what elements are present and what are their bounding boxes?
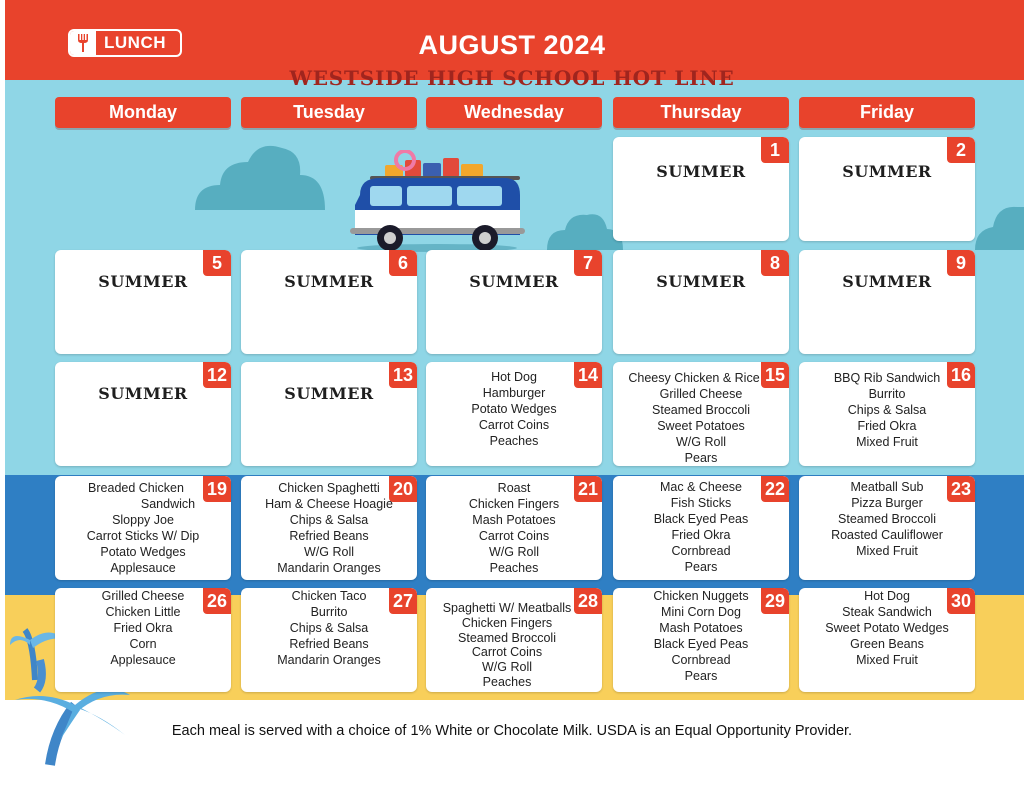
menu-item: Chicken Fingers bbox=[468, 497, 560, 511]
menu-item: Chips & Salsa bbox=[289, 621, 369, 635]
summer-label: SUMMER bbox=[656, 272, 746, 291]
menu-item: Chicken Fingers bbox=[461, 615, 553, 630]
menu-item: Ham & Cheese Hoagie bbox=[265, 497, 393, 511]
weekday-header-monday: Monday bbox=[55, 97, 231, 128]
menu-item: Grilled Cheese bbox=[101, 589, 185, 603]
menu-item: Fish Sticks bbox=[670, 496, 732, 510]
summer-label: SUMMER bbox=[469, 272, 559, 291]
menu-item: Burrito bbox=[310, 605, 348, 619]
menu-list bbox=[803, 370, 971, 450]
menu-item: Mixed Fruit bbox=[856, 435, 918, 449]
summer-label: SUMMER bbox=[98, 272, 188, 291]
menu-item: Potato Wedges bbox=[471, 402, 557, 416]
menu-item: Steamed Broccoli bbox=[838, 512, 936, 526]
summer-label: SUMMER bbox=[842, 272, 932, 291]
menu-item: Refried Beans bbox=[289, 529, 369, 543]
menu-item: Peaches bbox=[489, 561, 539, 575]
menu-item: Mandarin Oranges bbox=[277, 653, 381, 667]
menu-item: Burrito bbox=[868, 387, 906, 401]
menu-item: W/G Roll bbox=[304, 545, 354, 559]
day-number: 30 bbox=[947, 588, 975, 614]
day-number: 16 bbox=[947, 362, 975, 388]
day-number: 7 bbox=[574, 250, 602, 276]
day-cell-9 bbox=[799, 250, 975, 354]
day-number: 28 bbox=[574, 588, 602, 614]
menu-item: Steamed Broccoli bbox=[458, 630, 556, 645]
summer-label: SUMMER bbox=[656, 162, 746, 181]
menu-list bbox=[245, 480, 413, 576]
day-number: 21 bbox=[574, 476, 602, 502]
day-number: 13 bbox=[389, 362, 417, 388]
menu-item: Hamburger bbox=[482, 386, 546, 400]
menu-item: Chicken Spaghetti bbox=[278, 481, 380, 495]
cloud-icon bbox=[975, 195, 1024, 250]
menu-item: Hot Dog bbox=[864, 589, 910, 603]
day-number: 14 bbox=[574, 362, 602, 388]
menu-item: Pizza Burger bbox=[851, 496, 923, 510]
menu-item: Roasted Cauliflower bbox=[831, 528, 943, 542]
menu-item: Pears bbox=[684, 451, 718, 465]
menu-item: Chicken Little bbox=[105, 605, 181, 619]
menu-list bbox=[803, 479, 971, 559]
day-number: 19 bbox=[203, 476, 231, 502]
menu-item: Green Beans bbox=[850, 637, 924, 651]
day-cell-5 bbox=[55, 250, 231, 354]
menu-item: Sloppy Joe bbox=[112, 513, 174, 527]
menu-item: Chips & Salsa bbox=[289, 513, 369, 527]
menu-item: Cheesy Chicken & Rice bbox=[628, 371, 760, 385]
day-cell-23 bbox=[799, 476, 975, 580]
day-number: 8 bbox=[761, 250, 789, 276]
day-number: 5 bbox=[203, 250, 231, 276]
menu-item: Grilled Cheese bbox=[659, 387, 743, 401]
menu-item: W/G Roll bbox=[482, 660, 532, 675]
menu-item: BBQ Rib Sandwich bbox=[833, 371, 941, 385]
van-icon bbox=[345, 150, 530, 255]
menu-item: Applesauce bbox=[110, 561, 176, 575]
menu-item: Roast bbox=[497, 481, 531, 495]
menu-item: Fried Okra bbox=[671, 528, 731, 542]
day-number: 1 bbox=[761, 137, 789, 163]
logo-label: LUNCH bbox=[104, 33, 166, 52]
day-number: 9 bbox=[947, 250, 975, 276]
day-cell-29 bbox=[613, 588, 789, 692]
day-cell-13 bbox=[241, 362, 417, 466]
menu-item: Sweet Potatoes bbox=[657, 419, 745, 433]
day-number: 26 bbox=[203, 588, 231, 614]
menu-item: Carrot Coins bbox=[478, 529, 550, 543]
menu-item: Peaches bbox=[482, 674, 532, 689]
menu-list bbox=[430, 480, 598, 576]
day-number: 6 bbox=[389, 250, 417, 276]
menu-item: Applesauce bbox=[110, 653, 176, 667]
menu-item: Mini Corn Dog bbox=[661, 605, 741, 619]
menu-item: Steak Sandwich bbox=[842, 605, 932, 619]
day-cell-12 bbox=[55, 362, 231, 466]
day-number: 15 bbox=[761, 362, 789, 388]
menu-list bbox=[59, 588, 227, 668]
menu-item: Chicken Taco bbox=[291, 589, 367, 603]
day-cell-20 bbox=[241, 476, 417, 580]
menu-item: Carrot Coins bbox=[471, 645, 543, 660]
menu-list bbox=[617, 588, 785, 684]
day-cell-15 bbox=[613, 362, 789, 466]
menu-item: Carrot Sticks W/ Dip bbox=[86, 529, 200, 543]
menu-list bbox=[617, 479, 785, 575]
day-number: 20 bbox=[389, 476, 417, 502]
menu-list bbox=[430, 369, 598, 449]
menu-item: Pears bbox=[684, 669, 718, 683]
menu-item: Peaches bbox=[489, 434, 539, 448]
menu-item: Mixed Fruit bbox=[856, 653, 918, 667]
day-number: 27 bbox=[389, 588, 417, 614]
menu-list bbox=[430, 601, 598, 690]
day-cell-6 bbox=[241, 250, 417, 354]
day-number: 22 bbox=[761, 476, 789, 502]
weekday-header-friday: Friday bbox=[799, 97, 975, 128]
day-cell-22 bbox=[613, 476, 789, 580]
menu-item: W/G Roll bbox=[676, 435, 726, 449]
cloud-icon bbox=[190, 140, 330, 215]
footer-note: Each meal is served with a choice of 1% White or Chocolate Milk. USDA is an Equal Opportunity Provider. bbox=[171, 723, 853, 739]
menu-item: Pears bbox=[684, 560, 718, 574]
school-name: WESTSIDE HIGH SCHOOL HOT LINE bbox=[289, 66, 735, 90]
menu-item: Black Eyed Peas bbox=[653, 637, 749, 651]
menu-item: Fried Okra bbox=[857, 419, 917, 433]
menu-item: Meatball Sub bbox=[850, 480, 924, 494]
menu-list bbox=[245, 588, 413, 668]
menu-item: Sweet Potato Wedges bbox=[825, 621, 949, 635]
summer-label: SUMMER bbox=[284, 272, 374, 291]
menu-list bbox=[803, 588, 971, 668]
weekday-header-thursday: Thursday bbox=[613, 97, 789, 128]
menu-item: Black Eyed Peas bbox=[653, 512, 749, 526]
menu-list bbox=[59, 480, 227, 576]
summer-label: SUMMER bbox=[98, 384, 188, 403]
day-cell-2 bbox=[799, 137, 975, 241]
menu-item: Sandwich bbox=[140, 497, 196, 511]
menu-item: Potato Wedges bbox=[100, 545, 186, 559]
menu-item: W/G Roll bbox=[489, 545, 539, 559]
menu-list bbox=[617, 370, 785, 466]
day-cell-28 bbox=[426, 588, 602, 692]
menu-item: Chips & Salsa bbox=[847, 403, 927, 417]
menu-item: Chicken Nuggets bbox=[653, 589, 749, 603]
menu-item: Fried Okra bbox=[113, 621, 173, 635]
day-cell-14 bbox=[426, 362, 602, 466]
day-cell-16 bbox=[799, 362, 975, 466]
weekday-header-wednesday: Wednesday bbox=[426, 97, 602, 128]
menu-item: Mandarin Oranges bbox=[277, 561, 381, 575]
menu-item: Mac & Cheese bbox=[660, 480, 742, 494]
day-cell-26 bbox=[55, 588, 231, 692]
menu-item: Carrot Coins bbox=[478, 418, 550, 432]
day-number: 12 bbox=[203, 362, 231, 388]
menu-item: Hot Dog bbox=[491, 370, 537, 384]
menu-item: Mixed Fruit bbox=[856, 544, 918, 558]
day-cell-7 bbox=[426, 250, 602, 354]
menu-item: Spaghetti W/ Meatballs bbox=[442, 601, 572, 615]
menu-item: Refried Beans bbox=[289, 637, 369, 651]
summer-label: SUMMER bbox=[284, 384, 374, 403]
day-number: 2 bbox=[947, 137, 975, 163]
day-cell-21 bbox=[426, 476, 602, 580]
menu-item: Mash Potatoes bbox=[472, 513, 556, 527]
menu-item: Breaded Chicken bbox=[88, 481, 184, 495]
day-cell-8 bbox=[613, 250, 789, 354]
day-cell-19 bbox=[55, 476, 231, 580]
day-cell-30 bbox=[799, 588, 975, 692]
day-cell-27 bbox=[241, 588, 417, 692]
summer-label: SUMMER bbox=[842, 162, 932, 181]
weekday-header-tuesday: Tuesday bbox=[241, 97, 417, 128]
menu-item: Cornbread bbox=[671, 544, 731, 558]
page-title: AUGUST 2024 bbox=[418, 30, 606, 60]
day-number: 23 bbox=[947, 476, 975, 502]
menu-item: Corn bbox=[129, 637, 157, 651]
menu-item: Mash Potatoes bbox=[659, 621, 743, 635]
menu-item: Steamed Broccoli bbox=[652, 403, 750, 417]
day-cell-1 bbox=[613, 137, 789, 241]
day-number: 29 bbox=[761, 588, 789, 614]
menu-item: Cornbread bbox=[671, 653, 731, 667]
